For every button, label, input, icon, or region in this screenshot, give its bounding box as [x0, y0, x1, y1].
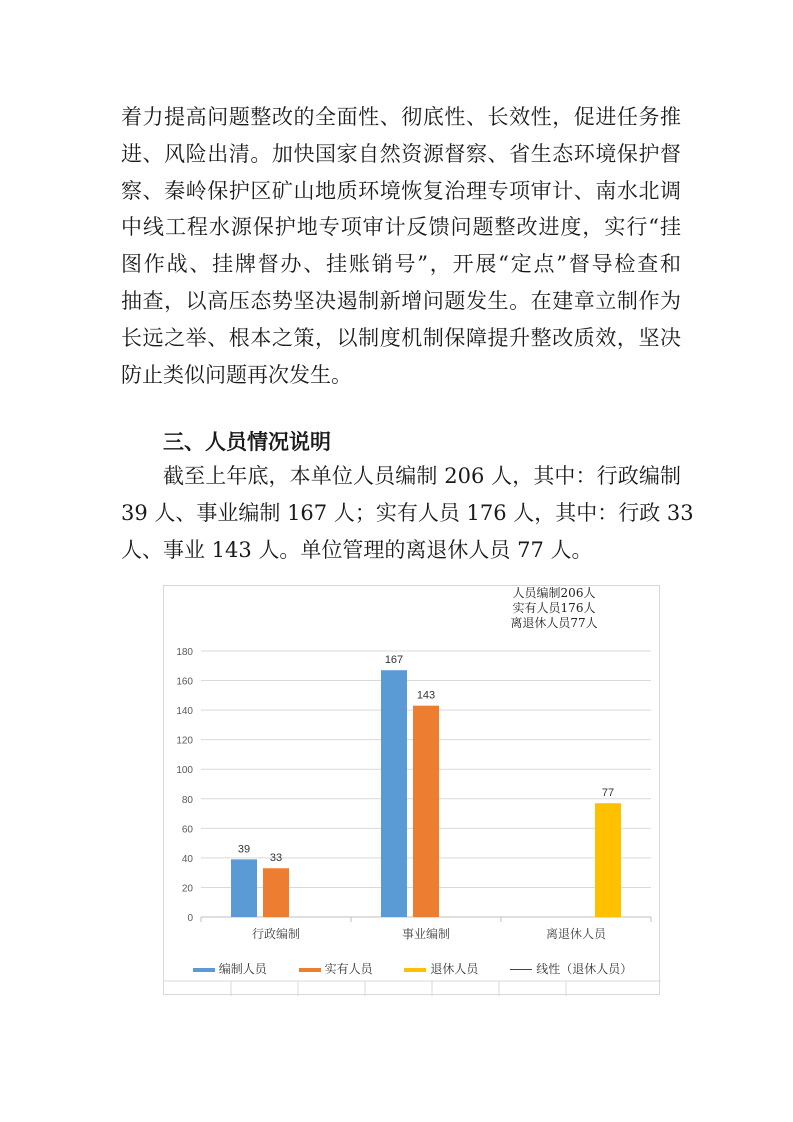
bar	[595, 803, 621, 917]
section-heading: 三、人员情况说明	[163, 430, 331, 454]
paragraph-line: 39 人、事业编制 167 人；实有人员 176 人，其中：行政 33	[121, 500, 694, 525]
legend-item-staffing	[193, 960, 267, 977]
bar	[263, 868, 289, 917]
body-paragraph-1	[121, 99, 681, 393]
bar-data-label: 33	[269, 852, 283, 865]
summary-line-retired: 离退休人员77人	[510, 616, 598, 630]
chart-canvas	[164, 586, 661, 996]
paragraph-line: 着力提高问题整改的全面性、彻底性、长效性，促进任务推	[121, 105, 681, 129]
summary-line-actual: 实有人员176人	[512, 601, 596, 615]
legend-swatch-orange	[299, 968, 321, 972]
y-tick-label: 20	[181, 883, 193, 895]
bar	[231, 859, 257, 917]
legend-swatch-blue	[193, 968, 215, 972]
legend-label: 线性（退休人员）	[536, 962, 633, 976]
paragraph-line: 察、秦岭保护区矿山地质环境恢复治理专项审计、南水北调	[121, 178, 681, 203]
x-category-label: 行政编制	[251, 927, 301, 941]
legend-label: 实有人员	[324, 962, 373, 976]
bar-data-label: 77	[601, 787, 615, 800]
paragraph-line: 截至上年底，本单位人员编制 206 人，其中：行政编制	[163, 464, 681, 488]
y-tick-label: 40	[181, 853, 193, 865]
y-tick-label: 180	[176, 647, 193, 658]
legend-swatch-line	[510, 969, 532, 970]
bar	[381, 670, 407, 917]
bar-data-label: 39	[237, 843, 251, 856]
legend-item-trendline	[510, 960, 632, 977]
chart-legend	[164, 960, 661, 977]
paragraph-line: 抽查，以高压态势坚决遏制新增问题发生。在建章立制作为	[121, 288, 681, 313]
chart-summary-box	[479, 586, 629, 631]
y-tick-label: 120	[176, 735, 193, 747]
y-tick-label: 0	[187, 913, 193, 924]
legend-label: 退休人员	[430, 962, 479, 976]
bar	[413, 706, 439, 917]
y-tick-label: 160	[176, 676, 193, 688]
y-tick-label: 80	[181, 794, 193, 806]
body-paragraph-2	[121, 458, 694, 568]
paragraph-line: 图作战、挂牌督办、挂账销号”，开展“定点”督导检查和	[121, 252, 681, 277]
legend-swatch-yellow	[404, 968, 426, 972]
y-tick-label: 60	[181, 824, 193, 836]
paragraph-line: 进、风险出清。加快国家自然资源督察、省生态环境保护督	[121, 141, 681, 166]
legend-item-retired	[404, 960, 478, 977]
x-category-label: 事业编制	[401, 927, 451, 941]
x-category-label: 离退休人员	[545, 927, 607, 941]
paragraph-line: 长远之举、根本之策，以制度机制保障提升整改质效，坚决	[121, 325, 681, 350]
y-tick-label: 140	[176, 706, 193, 718]
summary-line-staffing: 人员编制206人	[512, 586, 596, 600]
paragraph-line: 人、事业 143 人。单位管理的离退休人员 77 人。	[121, 537, 593, 562]
bar-data-label: 167	[384, 654, 404, 667]
bar-data-label: 143	[416, 689, 436, 702]
staff-bar-chart	[163, 585, 660, 995]
y-tick-label: 100	[176, 765, 193, 777]
paragraph-line: 防止类似问题再次发生。	[121, 362, 352, 387]
paragraph-line: 中线工程水源保护地专项审计反馈问题整改进度，实行“挂	[121, 215, 681, 240]
legend-item-actual	[299, 960, 373, 977]
legend-label: 编制人员	[218, 962, 267, 976]
